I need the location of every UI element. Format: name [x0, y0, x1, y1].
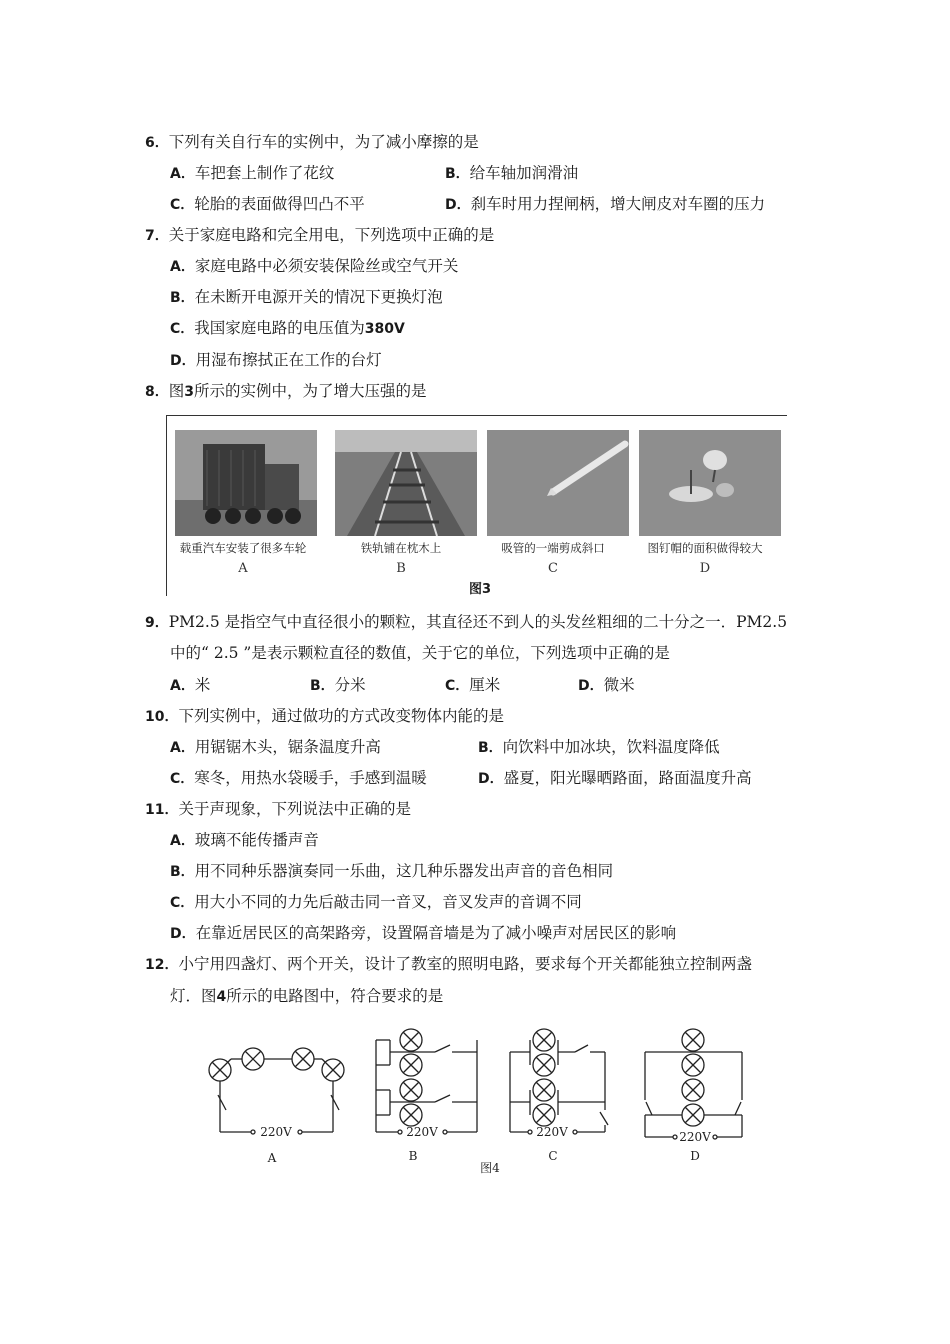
figure-3-caption-a: 载重汽车安装了很多车轮 [179, 541, 307, 555]
circuit-a-voltage: 220V [260, 1125, 292, 1139]
question-11-option-d: D．在靠近居民区的高架路旁，设置隔音墙是为了减小噪声对居民区的影响 [170, 924, 677, 942]
question-11-option-b: B．用不同种乐器演奏同一乐曲，这几种乐器发出声音的音色相同 [170, 862, 614, 880]
figure-3-caption-b: 铁轨铺在枕木上 [360, 541, 442, 555]
figure-3 [166, 415, 787, 596]
circuit-c-letter: C [548, 1149, 558, 1163]
thumbtack-photo [639, 430, 781, 536]
question-11-option-a: A．玻璃不能传播声音 [170, 831, 319, 849]
question-10-option-d: D．盛夏，阳光曝晒路面，路面温度升高 [478, 769, 752, 787]
figure-3-letter-c: C [548, 561, 558, 576]
question-10-option-b: B．向饮料中加冰块，饮料温度降低 [478, 738, 720, 756]
figure-3-letter-b: B [396, 561, 406, 576]
question-6-option-c: C．轮胎的表面做得凹凸不平 [170, 195, 365, 213]
question-8-stem: 8．图3所示的实例中，为了增大压强的是 [145, 382, 427, 400]
question-12-stem-line-2: 灯．图4所示的电路图中，符合要求的是 [170, 987, 444, 1005]
question-10-option-c: C．寒冬，用热水袋暖手，手感到温暖 [170, 769, 427, 787]
circuit-d-voltage: 220V [679, 1130, 711, 1144]
figure-3-caption-d: 图钉帽的面积做得较大 [647, 541, 763, 555]
truck-photo [175, 430, 317, 536]
circuit-a-letter: A [267, 1151, 277, 1165]
circuit-b-letter: B [408, 1149, 418, 1163]
question-6-option-a: A．车把套上制作了花纹 [170, 164, 335, 182]
circuit-b-voltage: 220V [406, 1125, 438, 1139]
figure-3-label: 图3 [469, 582, 492, 597]
figure-3-caption-c: 吸管的一端剪成斜口 [501, 541, 605, 555]
question-11-option-c: C．用大小不同的力先后敲击同一音叉，音叉发声的音调不同 [170, 893, 582, 911]
question-10-option-a: A．用锯锯木头，锯条温度升高 [170, 738, 381, 756]
circuit-a [209, 1048, 344, 1134]
question-11-stem: 11．关于声现象，下列说法中正确的是 [145, 800, 411, 818]
circuit-c [510, 1029, 608, 1134]
figure-3-letter-a: A [238, 561, 248, 576]
question-9-option-a: A．米 [170, 676, 211, 694]
question-9-option-d: D．微米 [578, 676, 635, 694]
railway-photo [335, 430, 477, 536]
circuit-d-letter: D [690, 1149, 700, 1163]
figure-4 [190, 1015, 770, 1180]
question-9-option-c: C．厘米 [445, 676, 501, 694]
question-9-stem-line-2: 中的“ 2.5 ”是表示颗粒直径的数值，关于它的单位，下列选项中正确的是 [170, 644, 670, 662]
question-10-stem: 10．下列实例中，通过做功的方式改变物体内能的是 [145, 707, 504, 725]
question-7-option-c: C．我国家庭电路的电压值为380V [170, 319, 405, 337]
question-7-option-b: B．在未断开电源开关的情况下更换灯泡 [170, 288, 443, 306]
question-12-stem-line-1: 12．小宁用四盏灯、两个开关，设计了教室的照明电路，要求每个开关都能独立控制两盏 [145, 955, 752, 973]
question-9-option-b: B．分米 [310, 676, 366, 694]
circuit-c-voltage: 220V [536, 1125, 568, 1139]
question-7-option-d: D．用湿布擦拭正在工作的台灯 [170, 351, 382, 369]
figure-4-label: 图4 [480, 1161, 500, 1175]
circuit-b [376, 1029, 477, 1134]
figure-3-letter-d: D [699, 561, 711, 576]
question-6-option-d: D．刹车时用力捏闸柄，增大闸皮对车圈的压力 [445, 195, 766, 213]
question-6-stem: 6．下列有关自行车的实例中，为了减小摩擦的是 [145, 133, 479, 151]
straw-photo [487, 430, 629, 536]
question-7-option-a: A．家庭电路中必须安装保险丝或空气开关 [170, 257, 459, 275]
question-6-option-b: B．给车轴加润滑油 [445, 164, 579, 182]
question-9-stem-line-1: 9．PM2.5 是指空气中直径很小的颗粒，其直径还不到人的头发丝粗细的二十分之一．PM2.5 [145, 613, 788, 631]
circuit-d [645, 1029, 742, 1139]
question-7-stem: 7．关于家庭电路和完全用电，下列选项中正确的是 [145, 226, 495, 244]
